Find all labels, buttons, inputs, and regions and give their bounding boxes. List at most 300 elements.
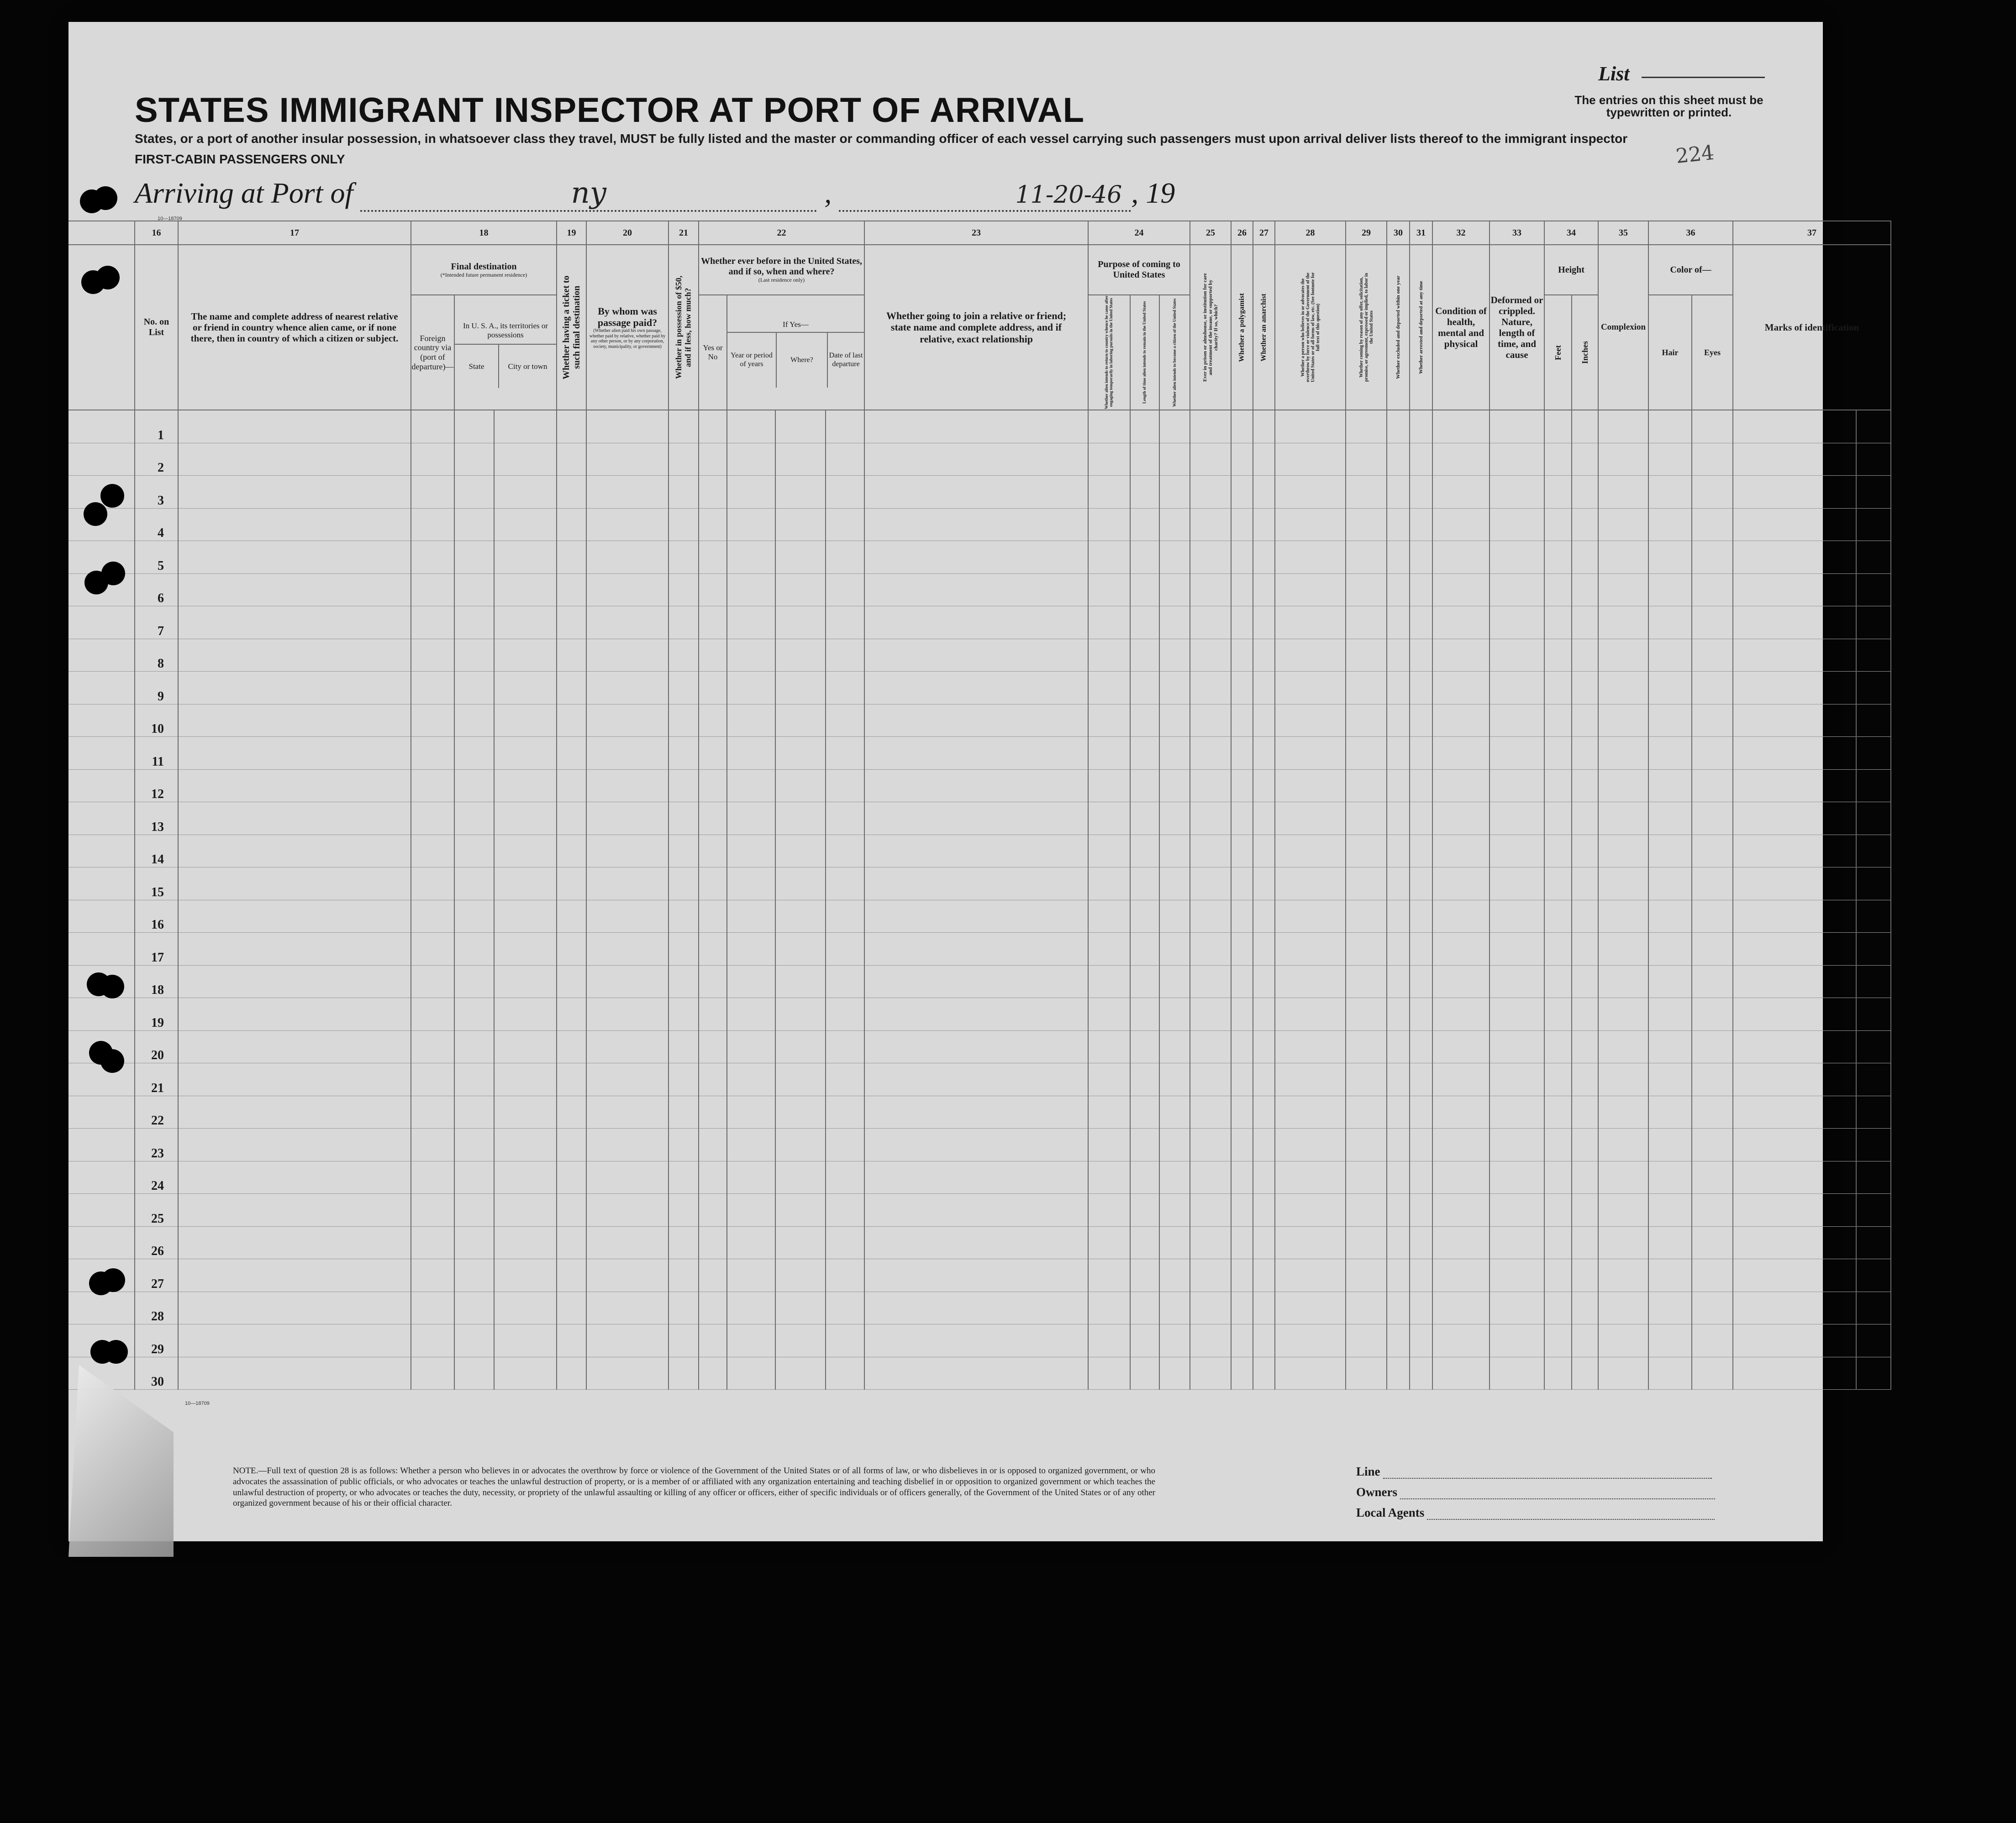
entry-cell[interactable]	[1432, 476, 1490, 509]
entry-cell[interactable]	[775, 443, 826, 476]
entry-cell[interactable]	[864, 639, 1088, 672]
entry-cell[interactable]	[1159, 1063, 1190, 1096]
entry-cell[interactable]	[826, 1324, 864, 1357]
entry-cell[interactable]	[1253, 1129, 1275, 1161]
entry-cell[interactable]	[1275, 1030, 1346, 1063]
entry-cell[interactable]	[1692, 704, 1733, 737]
entry-cell[interactable]	[454, 508, 494, 541]
entry-cell[interactable]	[1190, 1129, 1231, 1161]
entry-cell[interactable]	[1410, 476, 1432, 509]
entry-cell[interactable]	[1130, 508, 1159, 541]
entry-cell[interactable]	[586, 1357, 668, 1390]
entry-cell[interactable]	[1598, 704, 1648, 737]
entry-cell[interactable]	[1088, 672, 1130, 704]
entry-cell[interactable]	[775, 573, 826, 606]
entry-cell[interactable]	[1490, 1129, 1544, 1161]
entry-cell[interactable]	[1130, 933, 1159, 966]
entry-cell[interactable]	[1231, 1063, 1253, 1096]
entry-cell[interactable]	[699, 1129, 727, 1161]
entry-cell[interactable]	[864, 508, 1088, 541]
entry-cell[interactable]	[586, 835, 668, 867]
entry-cell[interactable]	[1648, 1194, 1692, 1227]
entry-cell[interactable]	[1490, 541, 1544, 574]
entry-cell[interactable]	[668, 867, 699, 900]
entry-cell[interactable]	[1130, 606, 1159, 639]
entry-cell[interactable]	[1432, 443, 1490, 476]
entry-cell[interactable]	[494, 802, 557, 835]
entry-cell[interactable]	[1692, 1096, 1733, 1129]
entry-cell[interactable]	[1544, 737, 1572, 770]
entry-cell[interactable]	[586, 443, 668, 476]
entry-cell[interactable]	[1130, 1292, 1159, 1324]
entry-cell[interactable]	[494, 900, 557, 933]
entry-cell[interactable]	[454, 1129, 494, 1161]
entry-cell[interactable]	[1648, 704, 1692, 737]
entry-cell[interactable]	[557, 802, 586, 835]
entry-cell[interactable]	[1410, 1259, 1432, 1292]
entry-cell[interactable]	[1490, 933, 1544, 966]
entry-cell[interactable]	[775, 1292, 826, 1324]
entry-cell[interactable]	[826, 508, 864, 541]
entry-cell[interactable]	[1231, 508, 1253, 541]
entry-cell[interactable]	[557, 1096, 586, 1129]
entry-cell[interactable]	[1598, 1259, 1648, 1292]
entry-cell[interactable]	[864, 1129, 1088, 1161]
entry-cell[interactable]	[1572, 508, 1598, 541]
entry-cell[interactable]	[454, 639, 494, 672]
entry-cell[interactable]	[586, 1096, 668, 1129]
entry-cell[interactable]	[586, 1129, 668, 1161]
entry-cell[interactable]	[775, 737, 826, 770]
entry-cell[interactable]	[178, 965, 411, 998]
entry-cell[interactable]	[1159, 802, 1190, 835]
entry-cell[interactable]	[1346, 508, 1387, 541]
entry-cell[interactable]	[1490, 443, 1544, 476]
entry-cell[interactable]	[727, 867, 775, 900]
entry-cell[interactable]	[826, 867, 864, 900]
entry-cell[interactable]	[727, 541, 775, 574]
entry-cell[interactable]	[1387, 672, 1410, 704]
entry-cell[interactable]	[1387, 1129, 1410, 1161]
entry-cell[interactable]	[494, 508, 557, 541]
entry-cell[interactable]	[1544, 867, 1572, 900]
entry-cell[interactable]	[1253, 867, 1275, 900]
entry-cell[interactable]	[775, 867, 826, 900]
entry-cell[interactable]	[1692, 867, 1733, 900]
entry-cell[interactable]	[1572, 639, 1598, 672]
entry-cell[interactable]	[586, 1324, 668, 1357]
entry-cell[interactable]	[864, 900, 1088, 933]
entry-cell[interactable]	[1159, 769, 1190, 802]
entry-cell[interactable]	[864, 802, 1088, 835]
entry-cell[interactable]	[1598, 1357, 1648, 1390]
entry-cell[interactable]	[1572, 998, 1598, 1031]
entry-cell[interactable]	[727, 1030, 775, 1063]
entry-cell[interactable]	[1432, 1161, 1490, 1194]
entry-cell[interactable]	[727, 639, 775, 672]
entry-cell[interactable]	[727, 965, 775, 998]
entry-cell[interactable]	[557, 933, 586, 966]
entry-cell[interactable]	[699, 1357, 727, 1390]
entry-cell[interactable]	[1387, 1096, 1410, 1129]
entry-cell[interactable]	[1490, 900, 1544, 933]
entry-cell[interactable]	[1692, 769, 1733, 802]
entry-cell[interactable]	[454, 1030, 494, 1063]
entry-cell[interactable]	[1410, 1129, 1432, 1161]
entry-cell[interactable]	[1130, 1096, 1159, 1129]
entry-cell[interactable]	[775, 1030, 826, 1063]
entry-cell[interactable]	[1190, 1357, 1231, 1390]
entry-cell[interactable]	[1159, 737, 1190, 770]
entry-cell[interactable]	[411, 1129, 454, 1161]
entry-cell[interactable]	[454, 443, 494, 476]
entry-cell[interactable]	[1253, 1259, 1275, 1292]
entry-cell[interactable]	[1490, 965, 1544, 998]
entry-cell[interactable]	[1572, 1259, 1598, 1292]
entry-cell[interactable]	[557, 573, 586, 606]
entry-cell[interactable]	[1088, 1194, 1130, 1227]
entry-cell[interactable]	[1275, 802, 1346, 835]
entry-cell[interactable]	[1253, 541, 1275, 574]
entry-cell[interactable]	[826, 476, 864, 509]
entry-cell[interactable]	[668, 1194, 699, 1227]
entry-cell[interactable]	[826, 606, 864, 639]
entry-cell[interactable]	[1410, 573, 1432, 606]
entry-cell[interactable]	[1088, 606, 1130, 639]
entry-cell[interactable]	[1733, 476, 1856, 509]
entry-cell[interactable]	[1346, 835, 1387, 867]
entry-cell[interactable]	[1733, 508, 1856, 541]
entry-cell[interactable]	[1130, 1259, 1159, 1292]
entry-cell[interactable]	[1572, 410, 1598, 443]
entry-cell[interactable]	[1856, 1259, 1891, 1292]
entry-cell[interactable]	[1856, 1129, 1891, 1161]
entry-cell[interactable]	[1544, 606, 1572, 639]
entry-cell[interactable]	[1231, 737, 1253, 770]
entry-cell[interactable]	[411, 965, 454, 998]
entry-cell[interactable]	[1410, 769, 1432, 802]
entry-cell[interactable]	[1275, 835, 1346, 867]
entry-cell[interactable]	[1733, 998, 1856, 1031]
entry-cell[interactable]	[727, 1357, 775, 1390]
entry-cell[interactable]	[1692, 1259, 1733, 1292]
entry-cell[interactable]	[178, 1226, 411, 1259]
entry-cell[interactable]	[557, 443, 586, 476]
entry-cell[interactable]	[494, 1096, 557, 1129]
entry-cell[interactable]	[1088, 1259, 1130, 1292]
entry-cell[interactable]	[1544, 410, 1572, 443]
entry-cell[interactable]	[178, 769, 411, 802]
entry-cell[interactable]	[699, 1259, 727, 1292]
entry-cell[interactable]	[1130, 1357, 1159, 1390]
entry-cell[interactable]	[1088, 476, 1130, 509]
entry-cell[interactable]	[826, 933, 864, 966]
entry-cell[interactable]	[1190, 1324, 1231, 1357]
entry-cell[interactable]	[494, 1259, 557, 1292]
entry-cell[interactable]	[864, 672, 1088, 704]
entry-cell[interactable]	[1490, 573, 1544, 606]
entry-cell[interactable]	[864, 998, 1088, 1031]
entry-cell[interactable]	[1231, 1129, 1253, 1161]
entry-cell[interactable]	[1648, 1259, 1692, 1292]
entry-cell[interactable]	[699, 933, 727, 966]
entry-cell[interactable]	[864, 1161, 1088, 1194]
entry-cell[interactable]	[699, 1063, 727, 1096]
entry-cell[interactable]	[1544, 1292, 1572, 1324]
entry-cell[interactable]	[1432, 1259, 1490, 1292]
entry-cell[interactable]	[1598, 1030, 1648, 1063]
entry-cell[interactable]	[1253, 1226, 1275, 1259]
entry-cell[interactable]	[826, 802, 864, 835]
entry-cell[interactable]	[1088, 1063, 1130, 1096]
entry-cell[interactable]	[775, 672, 826, 704]
entry-cell[interactable]	[1253, 1292, 1275, 1324]
entry-cell[interactable]	[454, 1357, 494, 1390]
entry-cell[interactable]	[826, 1194, 864, 1227]
entry-cell[interactable]	[826, 769, 864, 802]
entry-cell[interactable]	[727, 737, 775, 770]
entry-cell[interactable]	[1598, 410, 1648, 443]
entry-cell[interactable]	[1432, 541, 1490, 574]
entry-cell[interactable]	[1572, 443, 1598, 476]
entry-cell[interactable]	[586, 508, 668, 541]
entry-cell[interactable]	[1346, 867, 1387, 900]
entry-cell[interactable]	[1572, 1161, 1598, 1194]
entry-cell[interactable]	[1190, 1030, 1231, 1063]
entry-cell[interactable]	[1130, 1030, 1159, 1063]
entry-cell[interactable]	[1598, 769, 1648, 802]
entry-cell[interactable]	[1130, 1063, 1159, 1096]
entry-cell[interactable]	[1490, 672, 1544, 704]
entry-cell[interactable]	[1387, 835, 1410, 867]
entry-cell[interactable]	[668, 933, 699, 966]
entry-cell[interactable]	[1275, 606, 1346, 639]
entry-cell[interactable]	[1432, 639, 1490, 672]
entry-cell[interactable]	[586, 573, 668, 606]
entry-cell[interactable]	[1692, 1063, 1733, 1096]
entry-cell[interactable]	[1432, 998, 1490, 1031]
entry-cell[interactable]	[557, 1357, 586, 1390]
entry-cell[interactable]	[1253, 1324, 1275, 1357]
entry-cell[interactable]	[668, 1292, 699, 1324]
entry-cell[interactable]	[494, 573, 557, 606]
entry-cell[interactable]	[1692, 998, 1733, 1031]
entry-cell[interactable]	[454, 1292, 494, 1324]
entry-cell[interactable]	[1410, 1030, 1432, 1063]
entry-cell[interactable]	[1159, 541, 1190, 574]
entry-cell[interactable]	[1275, 639, 1346, 672]
entry-cell[interactable]	[1346, 1129, 1387, 1161]
entry-cell[interactable]	[1159, 835, 1190, 867]
entry-cell[interactable]	[775, 835, 826, 867]
entry-cell[interactable]	[826, 1096, 864, 1129]
entry-cell[interactable]	[1130, 476, 1159, 509]
entry-cell[interactable]	[699, 508, 727, 541]
entry-cell[interactable]	[1275, 541, 1346, 574]
entry-cell[interactable]	[1088, 410, 1130, 443]
entry-cell[interactable]	[826, 573, 864, 606]
entry-cell[interactable]	[1572, 1226, 1598, 1259]
entry-cell[interactable]	[1572, 802, 1598, 835]
entry-cell[interactable]	[1231, 476, 1253, 509]
entry-cell[interactable]	[1387, 541, 1410, 574]
entry-cell[interactable]	[775, 541, 826, 574]
entry-cell[interactable]	[1856, 737, 1891, 770]
entry-cell[interactable]	[1598, 1194, 1648, 1227]
entry-cell[interactable]	[1231, 541, 1253, 574]
entry-cell[interactable]	[668, 1259, 699, 1292]
entry-cell[interactable]	[586, 1063, 668, 1096]
entry-cell[interactable]	[1346, 1226, 1387, 1259]
entry-cell[interactable]	[178, 508, 411, 541]
entry-cell[interactable]	[1572, 900, 1598, 933]
entry-cell[interactable]	[1387, 1259, 1410, 1292]
entry-cell[interactable]	[1231, 1226, 1253, 1259]
entry-cell[interactable]	[864, 1259, 1088, 1292]
entry-cell[interactable]	[454, 998, 494, 1031]
entry-cell[interactable]	[1856, 606, 1891, 639]
entry-cell[interactable]	[178, 1194, 411, 1227]
entry-cell[interactable]	[727, 443, 775, 476]
entry-cell[interactable]	[1231, 410, 1253, 443]
entry-cell[interactable]	[775, 1226, 826, 1259]
entry-cell[interactable]	[1432, 867, 1490, 900]
entry-cell[interactable]	[1692, 1292, 1733, 1324]
entry-cell[interactable]	[1275, 1194, 1346, 1227]
entry-cell[interactable]	[1544, 1324, 1572, 1357]
entry-cell[interactable]	[668, 998, 699, 1031]
entry-cell[interactable]	[1275, 443, 1346, 476]
entry-cell[interactable]	[1733, 1129, 1856, 1161]
entry-cell[interactable]	[668, 1324, 699, 1357]
entry-cell[interactable]	[1856, 769, 1891, 802]
entry-cell[interactable]	[668, 1063, 699, 1096]
entry-cell[interactable]	[1856, 1030, 1891, 1063]
entry-cell[interactable]	[1598, 933, 1648, 966]
entry-cell[interactable]	[586, 606, 668, 639]
entry-cell[interactable]	[775, 998, 826, 1031]
entry-cell[interactable]	[668, 606, 699, 639]
entry-cell[interactable]	[1490, 1194, 1544, 1227]
entry-cell[interactable]	[1856, 1096, 1891, 1129]
entry-cell[interactable]	[1190, 965, 1231, 998]
entry-cell[interactable]	[1253, 835, 1275, 867]
entry-cell[interactable]	[1346, 737, 1387, 770]
entry-cell[interactable]	[1159, 410, 1190, 443]
entry-cell[interactable]	[1088, 1324, 1130, 1357]
entry-cell[interactable]	[411, 1063, 454, 1096]
entry-cell[interactable]	[557, 704, 586, 737]
entry-cell[interactable]	[1733, 1030, 1856, 1063]
entry-cell[interactable]	[1253, 1063, 1275, 1096]
entry-cell[interactable]	[1231, 606, 1253, 639]
entry-cell[interactable]	[727, 1161, 775, 1194]
entry-cell[interactable]	[1130, 802, 1159, 835]
entry-cell[interactable]	[1088, 1129, 1130, 1161]
entry-cell[interactable]	[1544, 541, 1572, 574]
entry-cell[interactable]	[1190, 802, 1231, 835]
entry-cell[interactable]	[864, 737, 1088, 770]
entry-cell[interactable]	[668, 672, 699, 704]
entry-cell[interactable]	[1692, 1324, 1733, 1357]
entry-cell[interactable]	[1410, 1063, 1432, 1096]
entry-cell[interactable]	[699, 769, 727, 802]
entry-cell[interactable]	[178, 639, 411, 672]
entry-cell[interactable]	[1410, 998, 1432, 1031]
entry-cell[interactable]	[1275, 1226, 1346, 1259]
entry-cell[interactable]	[1648, 1030, 1692, 1063]
entry-cell[interactable]	[1572, 1030, 1598, 1063]
entry-cell[interactable]	[454, 802, 494, 835]
entry-cell[interactable]	[668, 965, 699, 998]
entry-cell[interactable]	[1490, 476, 1544, 509]
entry-cell[interactable]	[1544, 933, 1572, 966]
entry-cell[interactable]	[1490, 1030, 1544, 1063]
entry-cell[interactable]	[826, 1357, 864, 1390]
entry-cell[interactable]	[1410, 1161, 1432, 1194]
entry-cell[interactable]	[1856, 476, 1891, 509]
entry-cell[interactable]	[1088, 639, 1130, 672]
entry-cell[interactable]	[1648, 802, 1692, 835]
entry-cell[interactable]	[826, 443, 864, 476]
entry-cell[interactable]	[1572, 1063, 1598, 1096]
entry-cell[interactable]	[1159, 867, 1190, 900]
entry-cell[interactable]	[1692, 965, 1733, 998]
entry-cell[interactable]	[1544, 1161, 1572, 1194]
entry-cell[interactable]	[411, 1357, 454, 1390]
entry-cell[interactable]	[668, 802, 699, 835]
entry-cell[interactable]	[454, 1161, 494, 1194]
entry-cell[interactable]	[727, 606, 775, 639]
entry-cell[interactable]	[1572, 704, 1598, 737]
entry-cell[interactable]	[557, 541, 586, 574]
entry-cell[interactable]	[454, 704, 494, 737]
entry-cell[interactable]	[1387, 998, 1410, 1031]
entry-cell[interactable]	[1692, 639, 1733, 672]
entry-cell[interactable]	[1159, 508, 1190, 541]
entry-cell[interactable]	[1253, 1161, 1275, 1194]
entry-cell[interactable]	[699, 443, 727, 476]
entry-cell[interactable]	[1432, 508, 1490, 541]
entry-cell[interactable]	[864, 1292, 1088, 1324]
entry-cell[interactable]	[1088, 737, 1130, 770]
entry-cell[interactable]	[864, 1096, 1088, 1129]
entry-cell[interactable]	[1544, 1063, 1572, 1096]
entry-cell[interactable]	[1544, 573, 1572, 606]
entry-cell[interactable]	[699, 476, 727, 509]
entry-cell[interactable]	[775, 1324, 826, 1357]
entry-cell[interactable]	[1544, 965, 1572, 998]
entry-cell[interactable]	[826, 1161, 864, 1194]
entry-cell[interactable]	[1275, 1324, 1346, 1357]
entry-cell[interactable]	[727, 1226, 775, 1259]
entry-cell[interactable]	[668, 410, 699, 443]
entry-cell[interactable]	[1648, 1096, 1692, 1129]
entry-cell[interactable]	[411, 998, 454, 1031]
entry-cell[interactable]	[1387, 1357, 1410, 1390]
entry-cell[interactable]	[1733, 443, 1856, 476]
entry-cell[interactable]	[775, 410, 826, 443]
entry-cell[interactable]	[1856, 1194, 1891, 1227]
entry-cell[interactable]	[1130, 639, 1159, 672]
owners-field[interactable]	[1356, 1485, 1781, 1499]
entry-cell[interactable]	[668, 1030, 699, 1063]
entry-cell[interactable]	[1692, 672, 1733, 704]
entry-cell[interactable]	[1856, 410, 1891, 443]
entry-cell[interactable]	[178, 737, 411, 770]
entry-cell[interactable]	[1275, 672, 1346, 704]
entry-cell[interactable]	[411, 1324, 454, 1357]
